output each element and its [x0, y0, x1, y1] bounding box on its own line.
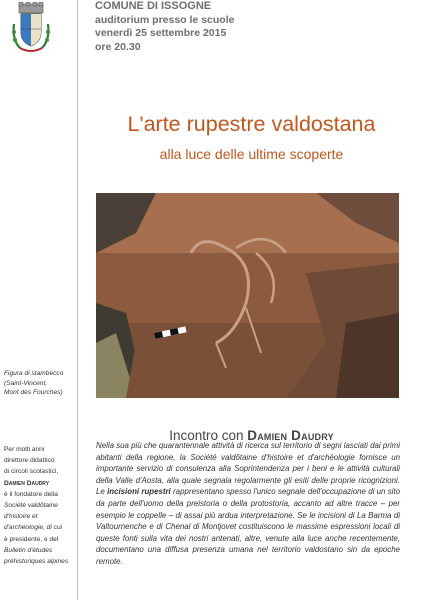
bio-speaker-name: Damien Daudry: [4, 479, 50, 487]
body-emphasis: incisioni rupestri: [107, 487, 171, 497]
event-time: ore 20.30: [95, 40, 141, 53]
bio-line: Per molti anni: [4, 446, 45, 453]
caption-line: Mont des Fourches): [4, 389, 63, 396]
bio-line: Bulletin d'études: [4, 546, 53, 554]
caption-line: Figura di stambecco: [4, 370, 64, 377]
coat-of-arms-icon: [8, 2, 54, 58]
body-text: rappresentano spesso l'unico segnale dell'occupazione di un sito da parte dell'uomo della preistoria o della protostoria, accanto ad altre tracce – per esempio le coppelle – di assai più ardua interpretazione. Se le incisioni di La Barma di Valtournenche e di Chenal di Montjovet costituiscono le massime espressioni locali di queste fonti sulla vita dei nostri antenati, altre, venute alla luce anche recentemente, documentano una diffusa presenza umana nel territorio valdostano sin da epoche remote.: [96, 487, 400, 566]
bio-line: direttore didattico: [4, 457, 55, 465]
bio-line: Société valdôtaine: [4, 502, 58, 510]
bio-line: d'archéologie, di cui: [4, 524, 63, 532]
column-divider: [77, 0, 78, 600]
article-body: [96, 440, 400, 568]
bio-line: di circoli scolastici,: [4, 468, 59, 476]
speaker-prefix: Incontro con: [169, 428, 244, 443]
venue: auditorium presso le scuole: [95, 13, 235, 26]
body-text: Nella sua più che quarantennale attività di ricerca sul territorio di segni lasciati dai primi abitanti della regione, la Société valdôtaine d'histoire et d'archéologie fornisce un importante servizio di consulenza alla Soprintendenza per i beni e le attività culturali della Valle d'Aosta, alla quale segnala regolarmente gli esiti delle proprie ricognizioni. Le: [96, 441, 400, 497]
bio-line: préhistoriques alpines: [4, 558, 69, 566]
event-header: [95, 0, 234, 54]
page-subtitle: alla luce delle ultime scoperte: [159, 146, 344, 162]
bio-line: è il fondatore della: [4, 490, 58, 498]
municipality-name: COMUNE DI ISSOGNE: [95, 0, 212, 12]
speaker-bio: [4, 444, 76, 567]
caption-line: (Saint-Vincent,: [4, 379, 48, 387]
event-date: venerdì 25 settembre 2015: [95, 27, 227, 39]
speaker-name: Damien Daudry: [247, 428, 334, 443]
bio-line: d'histoire et: [4, 513, 38, 521]
photo-caption: [4, 369, 76, 398]
page-title: L'arte rupestre valdostana: [127, 112, 376, 136]
bio-line: è presidente, e del: [4, 535, 59, 543]
rock-art-photo: [96, 193, 399, 398]
